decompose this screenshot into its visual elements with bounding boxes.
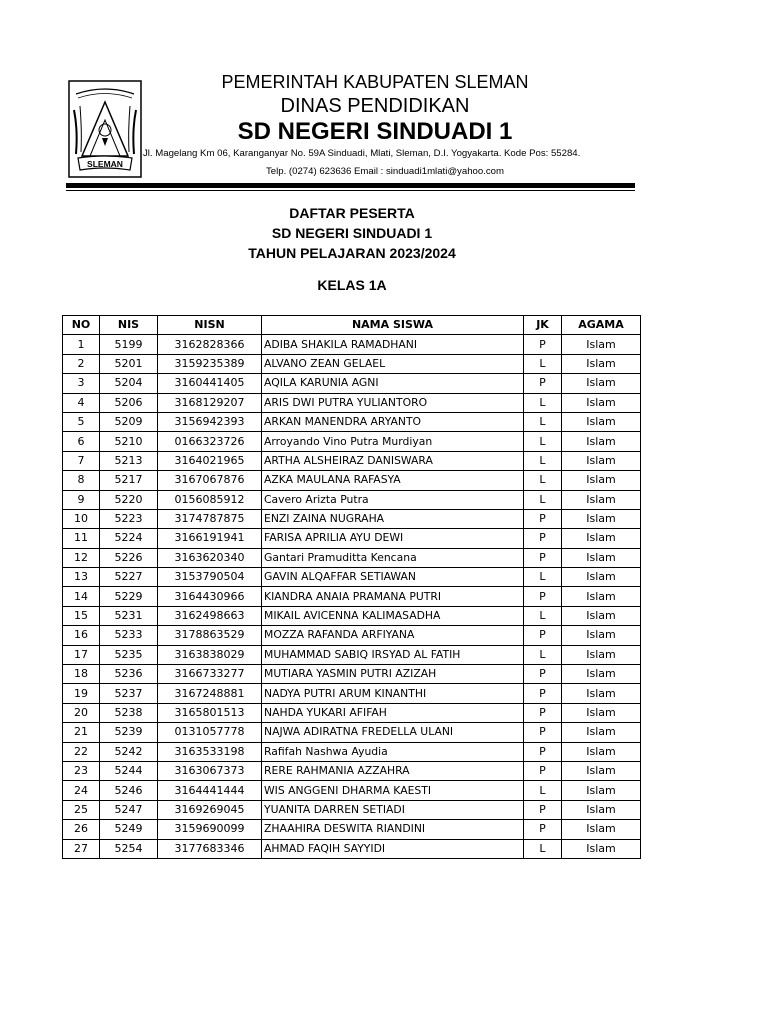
cell-name: WIS ANGGENI DHARMA KAESTI <box>262 781 524 800</box>
cell-nisn: 3163533198 <box>158 742 262 761</box>
cell-nis: 5244 <box>100 761 158 780</box>
cell-no: 22 <box>63 742 100 761</box>
cell-no: 7 <box>63 451 100 470</box>
cell-nisn: 3164021965 <box>158 451 262 470</box>
cell-nisn: 0131057778 <box>158 723 262 742</box>
svg-text:SLEMAN: SLEMAN <box>87 159 123 169</box>
cell-nis: 5233 <box>100 626 158 645</box>
cell-nis: 5217 <box>100 471 158 490</box>
cell-no: 17 <box>63 645 100 664</box>
cell-name: ZHAAHIRA DESWITA RIANDINI <box>262 820 524 839</box>
cell-jk: L <box>524 393 562 412</box>
header-nis: NIS <box>100 316 158 335</box>
cell-jk: P <box>524 742 562 761</box>
cell-nis: 5247 <box>100 800 158 819</box>
cell-nisn: 3165801513 <box>158 703 262 722</box>
cell-jk: P <box>524 820 562 839</box>
cell-agama: Islam <box>562 354 641 373</box>
cell-name: ARIS DWI PUTRA YULIANTORO <box>262 393 524 412</box>
cell-nis: 5249 <box>100 820 158 839</box>
cell-nisn: 3167067876 <box>158 471 262 490</box>
cell-jk: P <box>524 761 562 780</box>
table-row <box>63 587 641 606</box>
cell-nisn: 3169269045 <box>158 800 262 819</box>
cell-nisn: 3160441405 <box>158 374 262 393</box>
table-row <box>63 529 641 548</box>
cell-name: ARTHA ALSHEIRAZ DANISWARA <box>262 451 524 470</box>
cell-jk: L <box>524 354 562 373</box>
cell-jk: P <box>524 587 562 606</box>
cell-agama: Islam <box>562 606 641 625</box>
cell-name: Cavero Arizta Putra <box>262 490 524 509</box>
cell-nisn: 3168129207 <box>158 393 262 412</box>
cell-agama: Islam <box>562 781 641 800</box>
cell-nis: 5235 <box>100 645 158 664</box>
cell-agama: Islam <box>562 471 641 490</box>
table-row <box>63 703 641 722</box>
document-title: DAFTAR PESERTA <box>289 205 415 221</box>
cell-jk: L <box>524 781 562 800</box>
cell-name: ALVANO ZEAN GELAEL <box>262 354 524 373</box>
header-nisn: NISN <box>158 316 262 335</box>
cell-agama: Islam <box>562 761 641 780</box>
cell-name: AZKA MAULANA RAFASYA <box>262 471 524 490</box>
cell-no: 13 <box>63 568 100 587</box>
cell-no: 8 <box>63 471 100 490</box>
document-class: KELAS 1A <box>317 277 387 293</box>
cell-agama: Islam <box>562 548 641 567</box>
cell-jk: L <box>524 451 562 470</box>
cell-no: 16 <box>63 626 100 645</box>
cell-agama: Islam <box>562 703 641 722</box>
cell-no: 24 <box>63 781 100 800</box>
table-row <box>63 568 641 587</box>
cell-name: Rafifah Nashwa Ayudia <box>262 742 524 761</box>
table-row <box>63 761 641 780</box>
cell-name: Arroyando Vino Putra Murdiyan <box>262 432 524 451</box>
table-row <box>63 393 641 412</box>
cell-jk: P <box>524 509 562 528</box>
cell-no: 26 <box>63 820 100 839</box>
cell-agama: Islam <box>562 665 641 684</box>
cell-nisn: 3178863529 <box>158 626 262 645</box>
table-row <box>63 606 641 625</box>
header-address: Jl. Magelang Km 06, Karanganyar No. 59A Sinduadi, Mlati, Sleman, D.I. Yogyakarta. Kode Pos: 55284. <box>143 148 581 159</box>
cell-name: GAVIN ALQAFFAR SETIAWAN <box>262 568 524 587</box>
cell-nisn: 3162828366 <box>158 335 262 354</box>
cell-nisn: 3174787875 <box>158 509 262 528</box>
cell-nis: 5229 <box>100 587 158 606</box>
cell-no: 27 <box>63 839 100 858</box>
cell-jk: P <box>524 684 562 703</box>
cell-jk: L <box>524 412 562 431</box>
cell-nisn: 3156942393 <box>158 412 262 431</box>
cell-no: 1 <box>63 335 100 354</box>
cell-agama: Islam <box>562 839 641 858</box>
cell-name: ENZI ZAINA NUGRAHA <box>262 509 524 528</box>
cell-no: 3 <box>63 374 100 393</box>
table-row <box>63 412 641 431</box>
table-row <box>63 839 641 858</box>
cell-agama: Islam <box>562 451 641 470</box>
header-school-name: SD NEGERI SINDUADI 1 <box>237 118 513 145</box>
cell-name: FARISA APRILIA AYU DEWI <box>262 529 524 548</box>
cell-name: MIKAIL AVICENNA KALIMASADHA <box>262 606 524 625</box>
cell-name: ADIBA SHAKILA RAMADHANI <box>262 335 524 354</box>
cell-nisn: 0166323726 <box>158 432 262 451</box>
table-row <box>63 374 641 393</box>
cell-nis: 5210 <box>100 432 158 451</box>
cell-nisn: 3164441444 <box>158 781 262 800</box>
cell-nis: 5224 <box>100 529 158 548</box>
cell-nisn: 3164430966 <box>158 587 262 606</box>
table-row <box>63 509 641 528</box>
cell-jk: L <box>524 606 562 625</box>
cell-jk: L <box>524 839 562 858</box>
cell-nisn: 3153790504 <box>158 568 262 587</box>
cell-name: Gantari Pramuditta Kencana <box>262 548 524 567</box>
cell-name: AQILA KARUNIA AGNI <box>262 374 524 393</box>
table-row <box>63 471 641 490</box>
table-header-row <box>63 316 641 335</box>
cell-agama: Islam <box>562 684 641 703</box>
table-row <box>63 354 641 373</box>
cell-agama: Islam <box>562 723 641 742</box>
document-academic-year: TAHUN PELAJARAN 2023/2024 <box>248 245 456 261</box>
cell-agama: Islam <box>562 568 641 587</box>
cell-name: NADYA PUTRI ARUM KINANTHI <box>262 684 524 703</box>
cell-no: 4 <box>63 393 100 412</box>
cell-nisn: 3167248881 <box>158 684 262 703</box>
cell-jk: L <box>524 645 562 664</box>
cell-agama: Islam <box>562 645 641 664</box>
cell-nis: 5239 <box>100 723 158 742</box>
table-row <box>63 645 641 664</box>
table-row <box>63 800 641 819</box>
header-no: NO <box>63 316 100 335</box>
cell-agama: Islam <box>562 820 641 839</box>
cell-name: AHMAD FAQIH SAYYIDI <box>262 839 524 858</box>
cell-jk: L <box>524 568 562 587</box>
cell-no: 25 <box>63 800 100 819</box>
cell-nis: 5226 <box>100 548 158 567</box>
cell-nisn: 3177683346 <box>158 839 262 858</box>
table-row <box>63 665 641 684</box>
cell-no: 14 <box>63 587 100 606</box>
table-row <box>63 742 641 761</box>
table-row <box>63 335 641 354</box>
table-row <box>63 781 641 800</box>
table-row <box>63 548 641 567</box>
cell-jk: P <box>524 529 562 548</box>
cell-nis: 5204 <box>100 374 158 393</box>
cell-no: 6 <box>63 432 100 451</box>
cell-nisn: 3163838029 <box>158 645 262 664</box>
cell-no: 19 <box>63 684 100 703</box>
cell-agama: Islam <box>562 412 641 431</box>
cell-jk: L <box>524 490 562 509</box>
table-row <box>63 490 641 509</box>
cell-nisn: 3166733277 <box>158 665 262 684</box>
table-row <box>63 684 641 703</box>
cell-agama: Islam <box>562 374 641 393</box>
header-divider-thick <box>66 183 635 188</box>
table-row <box>63 723 641 742</box>
cell-jk: P <box>524 626 562 645</box>
cell-jk: P <box>524 703 562 722</box>
cell-nisn: 3166191941 <box>158 529 262 548</box>
table-row <box>63 820 641 839</box>
cell-no: 18 <box>63 665 100 684</box>
header-divider-thin <box>66 190 635 191</box>
cell-agama: Islam <box>562 626 641 645</box>
cell-nisn: 3162498663 <box>158 606 262 625</box>
header-government: PEMERINTAH KABUPATEN SLEMAN <box>221 72 529 92</box>
cell-nis: 5209 <box>100 412 158 431</box>
cell-jk: P <box>524 800 562 819</box>
cell-name: YUANITA DARREN SETIADI <box>262 800 524 819</box>
cell-name: MOZZA RAFANDA ARFIYANA <box>262 626 524 645</box>
cell-name: RERE RAHMANIA AZZAHRA <box>262 761 524 780</box>
cell-name: NAJWA ADIRATNA FREDELLA ULANI <box>262 723 524 742</box>
cell-no: 20 <box>63 703 100 722</box>
cell-nis: 5199 <box>100 335 158 354</box>
cell-name: MUTIARA YASMIN PUTRI AZIZAH <box>262 665 524 684</box>
cell-no: 9 <box>63 490 100 509</box>
cell-nis: 5237 <box>100 684 158 703</box>
cell-name: MUHAMMAD SABIQ IRSYAD AL FATIH <box>262 645 524 664</box>
cell-no: 5 <box>63 412 100 431</box>
cell-agama: Islam <box>562 490 641 509</box>
cell-jk: P <box>524 335 562 354</box>
cell-no: 15 <box>63 606 100 625</box>
cell-no: 21 <box>63 723 100 742</box>
header-nama-siswa: NAMA SISWA <box>262 316 524 335</box>
table-row <box>63 451 641 470</box>
cell-agama: Islam <box>562 335 641 354</box>
cell-nis: 5201 <box>100 354 158 373</box>
cell-nis: 5206 <box>100 393 158 412</box>
cell-jk: L <box>524 471 562 490</box>
cell-nis: 5238 <box>100 703 158 722</box>
cell-agama: Islam <box>562 509 641 528</box>
cell-nisn: 3163067373 <box>158 761 262 780</box>
cell-nisn: 3159690099 <box>158 820 262 839</box>
cell-jk: P <box>524 723 562 742</box>
header-agama: AGAMA <box>562 316 641 335</box>
table-row <box>63 432 641 451</box>
cell-nisn: 3159235389 <box>158 354 262 373</box>
header-jk: JK <box>524 316 562 335</box>
cell-nis: 5227 <box>100 568 158 587</box>
cell-jk: P <box>524 665 562 684</box>
cell-no: 11 <box>63 529 100 548</box>
cell-nis: 5220 <box>100 490 158 509</box>
cell-nis: 5242 <box>100 742 158 761</box>
cell-nis: 5246 <box>100 781 158 800</box>
cell-nis: 5231 <box>100 606 158 625</box>
cell-name: NAHDA YUKARI AFIFAH <box>262 703 524 722</box>
cell-agama: Islam <box>562 800 641 819</box>
cell-nisn: 3163620340 <box>158 548 262 567</box>
cell-nis: 5213 <box>100 451 158 470</box>
cell-agama: Islam <box>562 432 641 451</box>
cell-jk: L <box>524 432 562 451</box>
cell-nis: 5236 <box>100 665 158 684</box>
student-table <box>62 315 641 859</box>
cell-name: KIANDRA ANAIA PRAMANA PUTRI <box>262 587 524 606</box>
cell-no: 12 <box>63 548 100 567</box>
cell-no: 2 <box>63 354 100 373</box>
cell-jk: P <box>524 374 562 393</box>
cell-no: 10 <box>63 509 100 528</box>
cell-agama: Islam <box>562 742 641 761</box>
cell-nis: 5223 <box>100 509 158 528</box>
cell-nisn: 0156085912 <box>158 490 262 509</box>
cell-agama: Islam <box>562 587 641 606</box>
header-contact: Telp. (0274) 623636 Email : sinduadi1mlati@yahoo.com <box>266 166 504 177</box>
cell-name: ARKAN MANENDRA ARYANTO <box>262 412 524 431</box>
cell-jk: P <box>524 548 562 567</box>
document-school: SD NEGERI SINDUADI 1 <box>271 225 433 241</box>
table-row <box>63 626 641 645</box>
cell-agama: Islam <box>562 393 641 412</box>
cell-agama: Islam <box>562 529 641 548</box>
header-department: DINAS PENDIDIKAN <box>280 95 470 117</box>
cell-no: 23 <box>63 761 100 780</box>
cell-nis: 5254 <box>100 839 158 858</box>
